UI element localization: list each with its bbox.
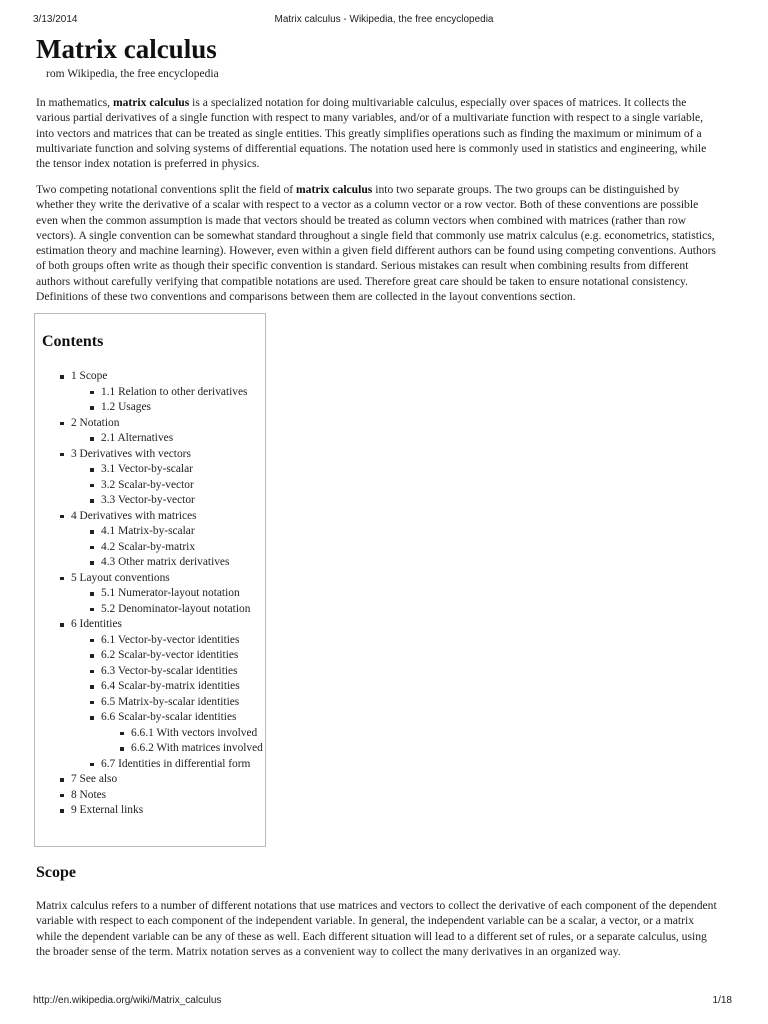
toc-item[interactable]: 6.4 Scalar-by-matrix identities <box>35 679 265 695</box>
toc-item[interactable]: 5.1 Numerator-layout notation <box>35 586 265 602</box>
toc-item[interactable]: 6.7 Identities in differential form <box>35 757 265 773</box>
page-number: 1/18 <box>712 995 732 1006</box>
page-title: Matrix calculus <box>36 34 217 64</box>
intro-1-bold-term: matrix calculus <box>112 96 190 109</box>
toc-list <box>35 369 265 819</box>
toc-item[interactable]: 6.6.1 With vectors involved <box>35 726 265 742</box>
toc-item[interactable]: 1 Scope <box>35 369 265 385</box>
toc-item[interactable]: 3.1 Vector-by-scalar <box>35 462 265 478</box>
intro-2-after: into two separate groups. The two groups can be distinguished by whether they write the derivative of a scalar with respect to a vector as a column vector or a row vector. Both of these conventions are possible even when the common assumption is made that vectors should be treated as column vectors when combined with matrices (rather than row vectors). A single convention can be somewhat standard throughout a single field that commonly use matrix calculus (e.g. econometrics, statistics, estimation theory and machine learning). However, even within a given field different authors can be found using competing conventions. Authors of both groups often write as though their specific convention is standard. Serious mistakes can result when combining results from different authors without carefully verifying that compatible notations are used. Therefore great care should be taken to ensure notational consistency. Definitions of these two conventions and comparisons between them are collected in the layout conventions section. <box>36 183 716 304</box>
toc-title: Contents <box>42 333 104 350</box>
toc-item[interactable]: 9 External links <box>35 803 265 819</box>
toc-item[interactable]: 3 Derivatives with vectors <box>35 447 265 463</box>
site-subtitle: rom Wikipedia, the free encyclopedia <box>46 68 219 80</box>
intro-2-bold-term: matrix calculus <box>296 183 373 196</box>
toc-item[interactable]: 1.2 Usages <box>35 400 265 416</box>
table-of-contents <box>34 313 266 847</box>
scope-paragraph: Matrix calculus refers to a number of different notations that use matrices and vectors to collect the derivative of each component of the dependent variable with respect to each component of the independent variable. In general, the independent variable can be a scalar, a vector, or a matrix while the dependent variable can be any of these as well. Each different situation will lead to a different set of rules, or a separate calculus, using the broader sense of the term. Matrix notation serves as a convenient way to collect the many derivatives in an organized way. <box>36 899 717 958</box>
intro-paragraph-2 <box>36 182 719 304</box>
print-page-title: Matrix calculus - Wikipedia, the free encyclopedia <box>274 14 494 25</box>
intro-2-before: Two competing notational conventions split the field of <box>36 183 296 196</box>
toc-item[interactable]: 4 Derivatives with matrices <box>35 509 265 525</box>
toc-item[interactable]: 6.6.2 With matrices involved <box>35 741 265 757</box>
toc-item[interactable]: 2.1 Alternatives <box>35 431 265 447</box>
toc-item[interactable]: 8 Notes <box>35 788 265 804</box>
print-url: http://en.wikipedia.org/wiki/Matrix_calculus <box>33 995 222 1006</box>
toc-item[interactable]: 4.1 Matrix-by-scalar <box>35 524 265 540</box>
print-header <box>33 14 735 28</box>
toc-item[interactable]: 4.2 Scalar-by-matrix <box>35 540 265 556</box>
toc-item[interactable]: 7 See also <box>35 772 265 788</box>
toc-item[interactable]: 6 Identities <box>35 617 265 633</box>
toc-item[interactable]: 6.5 Matrix-by-scalar identities <box>35 695 265 711</box>
toc-item[interactable]: 2 Notation <box>35 416 265 432</box>
section-heading-scope: Scope <box>36 864 76 881</box>
toc-item[interactable]: 6.6 Scalar-by-scalar identities <box>35 710 265 726</box>
toc-item[interactable]: 6.3 Vector-by-scalar identities <box>35 664 265 680</box>
intro-1-before: In mathematics, <box>36 96 113 109</box>
intro-1-after: is a specialized notation for doing multivariable calculus, especially over spaces of matrices. It collects the various partial derivatives of a single function with respect to many variables, and/or of a multivariate function with respect to a single variable, into vectors and matrices that can be treated as single entities. This greatly simplifies operations such as finding the maximum or minimum of a multivariate function and solving systems of differential equations. The notation used here is commonly used in statistics and engineering, while the tensor index notation is preferred in physics. <box>36 96 707 171</box>
toc-item[interactable]: 1.1 Relation to other derivatives <box>35 385 265 401</box>
toc-item[interactable]: 3.3 Vector-by-vector <box>35 493 265 509</box>
print-footer <box>33 995 735 1009</box>
intro-paragraph-1 <box>36 95 719 171</box>
toc-item[interactable]: 4.3 Other matrix derivatives <box>35 555 265 571</box>
toc-item[interactable]: 5 Layout conventions <box>35 571 265 587</box>
toc-item[interactable]: 5.2 Denominator-layout notation <box>35 602 265 618</box>
toc-item[interactable]: 6.2 Scalar-by-vector identities <box>35 648 265 664</box>
print-date: 3/13/2014 <box>33 14 78 25</box>
toc-item[interactable]: 3.2 Scalar-by-vector <box>35 478 265 494</box>
toc-item[interactable]: 6.1 Vector-by-vector identities <box>35 633 265 649</box>
